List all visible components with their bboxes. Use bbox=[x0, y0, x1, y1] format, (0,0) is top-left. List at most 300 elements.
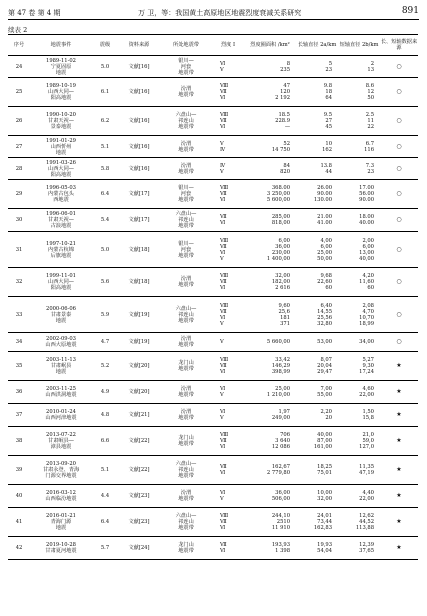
magnitude: 5.2 bbox=[92, 352, 118, 381]
intensity-levels-value: Ⅵ bbox=[220, 124, 226, 130]
long-axis-value: 4,00 bbox=[320, 237, 332, 244]
isoseismal-area-value: 8 bbox=[286, 60, 290, 67]
isoseismal-area bbox=[244, 427, 296, 456]
event-name: 2019-10-28 甘肃夏河地震 bbox=[30, 537, 92, 560]
star-marker: ★ bbox=[380, 404, 418, 427]
intensity-levels-value: Ⅶ bbox=[220, 191, 227, 197]
long-axis-value: 64 bbox=[325, 95, 332, 101]
short-axis-value: 12 bbox=[367, 89, 374, 95]
isoseismal-area bbox=[244, 352, 296, 381]
isoseismal-area-value: 818,00 bbox=[271, 220, 290, 226]
intensity-levels-value: Ⅵ bbox=[220, 548, 226, 554]
table-row bbox=[8, 180, 418, 209]
intensity-levels-value: Ⅶ bbox=[220, 308, 227, 315]
seismic-zone: 汾渭 地震带 bbox=[160, 485, 212, 508]
isoseismal-area-value: 9,60 bbox=[278, 302, 290, 309]
isoseismal-area-value: 285,00 bbox=[271, 214, 290, 220]
row-number: 33 bbox=[8, 297, 30, 333]
long-axis bbox=[296, 381, 338, 404]
isoseismal-area-value: 2 779,80 bbox=[266, 470, 290, 476]
row-number: 27 bbox=[8, 136, 30, 158]
short-axis bbox=[338, 209, 380, 232]
data-source: 文献[20] bbox=[118, 381, 160, 404]
intensity-levels-value: Ⅷ bbox=[220, 273, 229, 279]
table-row bbox=[8, 427, 418, 456]
long-axis bbox=[296, 158, 338, 180]
intensity-levels-value: Ⅷ bbox=[220, 432, 229, 438]
long-axis-value: 14,55 bbox=[317, 308, 332, 315]
long-axis bbox=[296, 508, 338, 537]
short-axis-value: 1,50 bbox=[362, 409, 374, 415]
intensity-levels bbox=[212, 485, 244, 508]
intensity-levels-value: Ⅵ bbox=[220, 490, 226, 496]
isoseismal-area-value: 1,97 bbox=[278, 409, 290, 415]
seismic-zone: 汾渭 地震带 bbox=[160, 78, 212, 107]
isoseismal-area-value: — bbox=[284, 124, 290, 130]
intensity-levels-value: Ⅵ bbox=[220, 470, 226, 476]
intensity-levels-value: Ⅴ bbox=[220, 320, 224, 327]
isoseismal-area bbox=[244, 485, 296, 508]
running-header bbox=[8, 6, 419, 18]
intensity-levels-value: Ⅴ bbox=[220, 168, 224, 175]
long-axis-value: 45 bbox=[325, 124, 332, 130]
col-header-magnitude: 震级 bbox=[92, 35, 118, 56]
magnitude: 5.6 bbox=[92, 268, 118, 297]
circle-marker: ○ bbox=[380, 333, 418, 352]
short-axis bbox=[338, 352, 380, 381]
circle-marker: ○ bbox=[380, 158, 418, 180]
isoseismal-area-value: 25,6 bbox=[278, 308, 290, 315]
col-header-intensity: 烈度 I bbox=[212, 35, 244, 56]
short-axis-value: 6,00 bbox=[362, 243, 374, 250]
col-header-zone: 所处地震带 bbox=[160, 35, 212, 56]
intensity-levels-value: Ⅷ bbox=[220, 112, 229, 118]
event-name: 2016-01-21 青海门源 地震 bbox=[30, 508, 92, 537]
event-name: 2003-11-13 甘肃岷县 地震 bbox=[30, 352, 92, 381]
seismic-zone: 六盘山— 祁连山 地震带 bbox=[160, 107, 212, 136]
short-axis-value: 4,70 bbox=[362, 308, 374, 315]
short-axis-value: 13 bbox=[367, 66, 374, 73]
short-axis bbox=[338, 297, 380, 333]
isoseismal-area-value: 1 398 bbox=[275, 548, 290, 554]
data-source: 文献[16] bbox=[118, 136, 160, 158]
long-axis bbox=[296, 297, 338, 333]
col-header-source: 资料来源 bbox=[118, 35, 160, 56]
table-row bbox=[8, 404, 418, 427]
table-continued-label: 续表 2 bbox=[8, 26, 28, 34]
event-name: 2002-09-03 山西大原地震 bbox=[30, 333, 92, 352]
row-number: 41 bbox=[8, 508, 30, 537]
event-name: 1996-05-03 内蒙古包头 西地震 bbox=[30, 180, 92, 209]
isoseismal-area-value: 32,00 bbox=[275, 273, 290, 279]
row-number: 39 bbox=[8, 456, 30, 485]
event-name: 2003-11-25 山西洪洞地震 bbox=[30, 381, 92, 404]
short-axis bbox=[338, 78, 380, 107]
long-axis bbox=[296, 404, 338, 427]
isoseismal-area-value: 146,29 bbox=[271, 363, 290, 369]
isoseismal-area-value: 11 910 bbox=[271, 525, 290, 531]
event-name: 2010-01-24 山西河津地震 bbox=[30, 404, 92, 427]
table-row bbox=[8, 508, 418, 537]
star-marker: ★ bbox=[380, 508, 418, 537]
row-number: 32 bbox=[8, 268, 30, 297]
short-axis bbox=[338, 107, 380, 136]
intensity-levels-value: Ⅴ bbox=[220, 496, 224, 502]
long-axis-value: 26.00 bbox=[317, 185, 332, 191]
intensity-levels-value: Ⅵ bbox=[220, 525, 226, 531]
isoseismal-area-value: 36,00 bbox=[275, 490, 290, 496]
event-name: 2013-09-20 甘肃永登、青海 门源交界地震 bbox=[30, 456, 92, 485]
journal-issue: 第 47 卷 第 4 期 bbox=[8, 9, 61, 17]
long-axis-value: 24,01 bbox=[317, 513, 332, 519]
long-axis-value: 90.00 bbox=[317, 191, 332, 197]
isoseismal-area bbox=[244, 107, 296, 136]
table-row bbox=[8, 456, 418, 485]
short-axis-value: 127,0 bbox=[359, 444, 374, 450]
seismic-zone: 六盘山— 祁连山 地震带 bbox=[160, 209, 212, 232]
long-axis-value: 87,00 bbox=[317, 438, 332, 444]
intensity-attenuation-table bbox=[8, 34, 418, 560]
seismic-zone: 六盘山— 祁连山 地震带 bbox=[160, 297, 212, 333]
table-row bbox=[8, 485, 418, 508]
short-axis-value: 22,00 bbox=[359, 392, 374, 398]
row-number: 24 bbox=[8, 56, 30, 78]
long-axis-value: 5 bbox=[328, 60, 332, 67]
intensity-levels-value: Ⅶ bbox=[220, 363, 227, 369]
isoseismal-area-value: 193,93 bbox=[271, 542, 290, 548]
short-axis-value: 50 bbox=[367, 95, 374, 101]
intensity-levels-value: Ⅵ bbox=[220, 60, 226, 67]
intensity-levels-value: Ⅴ bbox=[220, 415, 224, 421]
data-source: 文献[21] bbox=[118, 404, 160, 427]
intensity-levels-value: Ⅷ bbox=[220, 357, 229, 363]
long-axis-value: 21.00 bbox=[317, 214, 332, 220]
magnitude: 6.4 bbox=[92, 508, 118, 537]
short-axis-value: 4,20 bbox=[362, 273, 374, 279]
isoseismal-area bbox=[244, 297, 296, 333]
event-name: 2016-03-12 山西临汾地震 bbox=[30, 485, 92, 508]
isoseismal-area-value: 36,00 bbox=[275, 243, 290, 250]
short-axis-value: 90.00 bbox=[359, 197, 374, 203]
row-number: 38 bbox=[8, 427, 30, 456]
isoseismal-area-value: 84 bbox=[283, 162, 290, 169]
isoseismal-area bbox=[244, 456, 296, 485]
isoseismal-area-value: 706 bbox=[280, 432, 290, 438]
short-axis-value: 8.6 bbox=[365, 83, 374, 89]
magnitude: 6.2 bbox=[92, 107, 118, 136]
magnitude: 4.4 bbox=[92, 485, 118, 508]
short-axis-value: 4,40 bbox=[362, 490, 374, 496]
long-axis-value: 18,25 bbox=[317, 464, 332, 470]
circle-marker: ○ bbox=[380, 180, 418, 209]
short-axis bbox=[338, 485, 380, 508]
seismic-zone: 汾渭 地震带 bbox=[160, 333, 212, 352]
seismic-zone: 六盘山— 祁连山 地震带 bbox=[160, 508, 212, 537]
short-axis bbox=[338, 404, 380, 427]
intensity-levels-value: Ⅷ bbox=[220, 302, 229, 309]
intensity-levels bbox=[212, 180, 244, 209]
long-axis bbox=[296, 78, 338, 107]
intensity-levels-value: Ⅴ bbox=[220, 339, 224, 345]
data-source: 文献[17] bbox=[118, 209, 160, 232]
long-axis bbox=[296, 268, 338, 297]
isoseismal-area-value: 371 bbox=[280, 320, 290, 327]
intensity-levels-value: Ⅵ bbox=[220, 220, 226, 226]
row-number: 42 bbox=[8, 537, 30, 560]
short-axis-value: 44,52 bbox=[359, 519, 374, 525]
table-row bbox=[8, 209, 418, 232]
isoseismal-area-value: 2 192 bbox=[275, 95, 290, 101]
star-marker: ★ bbox=[380, 381, 418, 404]
data-source: 文献[16] bbox=[118, 158, 160, 180]
short-axis-value: 11 bbox=[367, 118, 374, 124]
row-number: 36 bbox=[8, 381, 30, 404]
seismic-zone: 汾渭 地震带 bbox=[160, 381, 212, 404]
page-number: 891 bbox=[401, 6, 419, 16]
intensity-levels bbox=[212, 404, 244, 427]
isoseismal-area-value: 33,42 bbox=[275, 357, 290, 363]
magnitude: 4.7 bbox=[92, 333, 118, 352]
isoseismal-area-value: 5 600,00 bbox=[266, 197, 290, 203]
isoseismal-area bbox=[244, 537, 296, 560]
intensity-levels bbox=[212, 456, 244, 485]
isoseismal-area bbox=[244, 333, 296, 352]
isoseismal-area-value: 506,00 bbox=[271, 496, 290, 502]
intensity-levels-value: Ⅵ bbox=[220, 386, 226, 392]
event-name: 1991-01-29 山西忻州 地震 bbox=[30, 136, 92, 158]
short-axis-value: 40.00 bbox=[359, 220, 374, 226]
short-axis bbox=[338, 268, 380, 297]
short-axis-value: 7.3 bbox=[365, 162, 374, 169]
isoseismal-area-value: 228.9 bbox=[275, 118, 290, 124]
table-row bbox=[8, 297, 418, 333]
long-axis-value: 73,44 bbox=[317, 519, 332, 525]
table-row bbox=[8, 268, 418, 297]
data-source: 文献[17] bbox=[118, 180, 160, 209]
isoseismal-area-value: 398,99 bbox=[271, 369, 290, 375]
data-source: 文献[24] bbox=[118, 537, 160, 560]
isoseismal-area-value: 235 bbox=[280, 66, 290, 73]
event-name: 1997-10-21 内蒙古杭锦 后旗地震 bbox=[30, 232, 92, 268]
data-source: 文献[19] bbox=[118, 333, 160, 352]
magnitude: 6.6 bbox=[92, 427, 118, 456]
long-axis-value: 53,00 bbox=[317, 339, 332, 345]
intensity-levels-value: Ⅷ bbox=[220, 185, 229, 191]
long-axis-value: 10 bbox=[325, 140, 332, 147]
long-axis-value: 29,47 bbox=[317, 369, 332, 375]
table-row bbox=[8, 158, 418, 180]
long-axis bbox=[296, 427, 338, 456]
table-body bbox=[8, 56, 418, 560]
short-axis-value: 113,88 bbox=[355, 525, 374, 531]
short-axis bbox=[338, 56, 380, 78]
data-source: 文献[18] bbox=[118, 232, 160, 268]
intensity-levels-value: Ⅶ bbox=[220, 89, 227, 95]
data-source: 文献[22] bbox=[118, 427, 160, 456]
intensity-levels-value: Ⅶ bbox=[220, 214, 227, 220]
short-axis-value: 18,99 bbox=[359, 320, 374, 327]
intensity-levels-value: Ⅵ bbox=[220, 409, 226, 415]
event-name: 1991-03-26 山西大同— 阳高地震 bbox=[30, 158, 92, 180]
isoseismal-area-value: 3 640 bbox=[275, 438, 290, 444]
long-axis-value: 41.00 bbox=[317, 220, 332, 226]
isoseismal-area bbox=[244, 209, 296, 232]
intensity-levels-value: Ⅵ bbox=[220, 369, 226, 375]
long-axis bbox=[296, 352, 338, 381]
data-source: 文献[20] bbox=[118, 352, 160, 381]
table-row bbox=[8, 56, 418, 78]
short-axis-value: 60 bbox=[367, 285, 374, 291]
event-name: 1989-11-02 宁夏固原 地震 bbox=[30, 56, 92, 78]
isoseismal-area-value: 52 bbox=[283, 140, 290, 147]
circle-marker: ○ bbox=[380, 78, 418, 107]
magnitude: 5.0 bbox=[92, 56, 118, 78]
short-axis-value: 116 bbox=[364, 146, 374, 153]
short-axis-value: 59,0 bbox=[362, 438, 374, 444]
circle-marker: ○ bbox=[380, 297, 418, 333]
col-header-short-axis: 短轴直径 2b/km bbox=[338, 35, 380, 56]
short-axis-value: 37,65 bbox=[359, 548, 374, 554]
long-axis bbox=[296, 136, 338, 158]
event-name: 1990-10-20 甘肃天祝— 景泰地震 bbox=[30, 107, 92, 136]
long-axis-value: 9,68 bbox=[320, 273, 332, 279]
intensity-levels-value: Ⅶ bbox=[220, 519, 227, 525]
magnitude: 4.9 bbox=[92, 381, 118, 404]
row-number: 35 bbox=[8, 352, 30, 381]
short-axis bbox=[338, 381, 380, 404]
short-axis-value: 2.5 bbox=[365, 112, 374, 118]
intensity-levels-value: Ⅶ bbox=[220, 118, 227, 124]
isoseismal-area bbox=[244, 136, 296, 158]
row-number: 37 bbox=[8, 404, 30, 427]
short-axis-value: 6.7 bbox=[365, 140, 374, 147]
star-marker: ★ bbox=[380, 485, 418, 508]
star-marker: ★ bbox=[380, 352, 418, 381]
long-axis bbox=[296, 180, 338, 209]
circle-marker: ○ bbox=[380, 268, 418, 297]
magnitude: 5.8 bbox=[92, 158, 118, 180]
isoseismal-area-value: 820 bbox=[280, 168, 290, 175]
intensity-levels-value: Ⅷ bbox=[220, 83, 229, 89]
short-axis bbox=[338, 158, 380, 180]
intensity-levels-value: Ⅵ bbox=[220, 444, 226, 450]
isoseismal-area-value: 1 210,00 bbox=[266, 392, 290, 398]
short-axis-value: 11,60 bbox=[359, 279, 374, 285]
magnitude: 4.8 bbox=[92, 404, 118, 427]
intensity-levels-value: Ⅴ bbox=[220, 392, 224, 398]
long-axis bbox=[296, 537, 338, 560]
long-axis-value: 25,00 bbox=[317, 249, 332, 256]
row-number: 40 bbox=[8, 485, 30, 508]
circle-marker: ○ bbox=[380, 232, 418, 268]
isoseismal-area bbox=[244, 180, 296, 209]
row-number: 25 bbox=[8, 78, 30, 107]
long-axis-value: 55,00 bbox=[317, 392, 332, 398]
row-number: 26 bbox=[8, 107, 30, 136]
long-axis bbox=[296, 456, 338, 485]
intensity-levels-value: Ⅶ bbox=[220, 542, 227, 548]
isoseismal-area-value: 6,00 bbox=[278, 237, 290, 244]
data-source: 文献[18] bbox=[118, 268, 160, 297]
intensity-levels bbox=[212, 56, 244, 78]
long-axis-value: 20,04 bbox=[317, 363, 332, 369]
long-axis-value: 8,07 bbox=[320, 357, 332, 363]
table-row bbox=[8, 136, 418, 158]
short-axis bbox=[338, 427, 380, 456]
seismic-zone: 汾渭 地震带 bbox=[160, 404, 212, 427]
intensity-levels bbox=[212, 537, 244, 560]
long-axis-value: 9.8 bbox=[323, 83, 332, 89]
isoseismal-area-value: 181 bbox=[280, 314, 290, 321]
intensity-levels-value: Ⅵ bbox=[220, 197, 226, 203]
long-axis-value: 32,80 bbox=[317, 320, 332, 327]
long-axis-value: 6,00 bbox=[320, 243, 332, 250]
row-number: 28 bbox=[8, 158, 30, 180]
seismic-zone: 龙门山 地震带 bbox=[160, 352, 212, 381]
intensity-levels bbox=[212, 427, 244, 456]
col-header-long-axis: 长轴直径 2a/km bbox=[296, 35, 338, 56]
isoseismal-area-value: 14 750 bbox=[271, 146, 290, 153]
isoseismal-area bbox=[244, 232, 296, 268]
table-row bbox=[8, 107, 418, 136]
short-axis-value: 12,62 bbox=[359, 513, 374, 519]
isoseismal-area bbox=[244, 56, 296, 78]
data-source: 文献[16] bbox=[118, 56, 160, 78]
short-axis-value: 22 bbox=[367, 124, 374, 130]
long-axis-value: 130.00 bbox=[313, 197, 332, 203]
star-marker: ★ bbox=[380, 456, 418, 485]
circle-marker: ○ bbox=[380, 56, 418, 78]
long-axis-value: 162 bbox=[322, 146, 332, 153]
short-axis-value: 2 bbox=[370, 60, 374, 67]
short-axis-value: 34,00 bbox=[359, 339, 374, 345]
intensity-levels-value: Ⅶ bbox=[220, 438, 227, 444]
isoseismal-area-value: 5 660,00 bbox=[266, 339, 290, 345]
short-axis bbox=[338, 456, 380, 485]
row-number: 34 bbox=[8, 333, 30, 352]
long-axis-value: 25,56 bbox=[317, 314, 332, 321]
long-axis-value: 44 bbox=[325, 168, 332, 175]
magnitude: 6.4 bbox=[92, 180, 118, 209]
isoseismal-area bbox=[244, 158, 296, 180]
short-axis-value: 5,27 bbox=[362, 357, 374, 363]
intensity-levels bbox=[212, 268, 244, 297]
long-axis-value: 54,04 bbox=[317, 548, 332, 554]
magnitude: 5.7 bbox=[92, 537, 118, 560]
short-axis-value: 56.00 bbox=[359, 191, 374, 197]
long-axis-value: 6,40 bbox=[320, 302, 332, 309]
running-title: 万 卫，等：我国黄土高原地区地震烈度衰减关系研究 bbox=[138, 9, 302, 17]
table-row bbox=[8, 78, 418, 107]
magnitude: 5.4 bbox=[92, 209, 118, 232]
intensity-levels-value: Ⅵ bbox=[220, 249, 226, 256]
circle-marker: ○ bbox=[380, 107, 418, 136]
short-axis-value: 18.00 bbox=[359, 214, 374, 220]
isoseismal-area-value: 368.00 bbox=[271, 185, 290, 191]
isoseismal-area bbox=[244, 508, 296, 537]
magnitude: 5.1 bbox=[92, 456, 118, 485]
intensity-levels-value: Ⅵ bbox=[220, 314, 226, 321]
seismic-zone: 银川— 河套 地震带 bbox=[160, 56, 212, 78]
header-rule bbox=[8, 19, 419, 20]
data-source: 文献[16] bbox=[118, 107, 160, 136]
long-axis-value: 9.5 bbox=[323, 112, 332, 118]
long-axis bbox=[296, 485, 338, 508]
magnitude: 5.9 bbox=[92, 297, 118, 333]
seismic-zone: 龙门山 地震带 bbox=[160, 427, 212, 456]
star-marker: ★ bbox=[380, 427, 418, 456]
short-axis-value: 2,08 bbox=[362, 302, 374, 309]
